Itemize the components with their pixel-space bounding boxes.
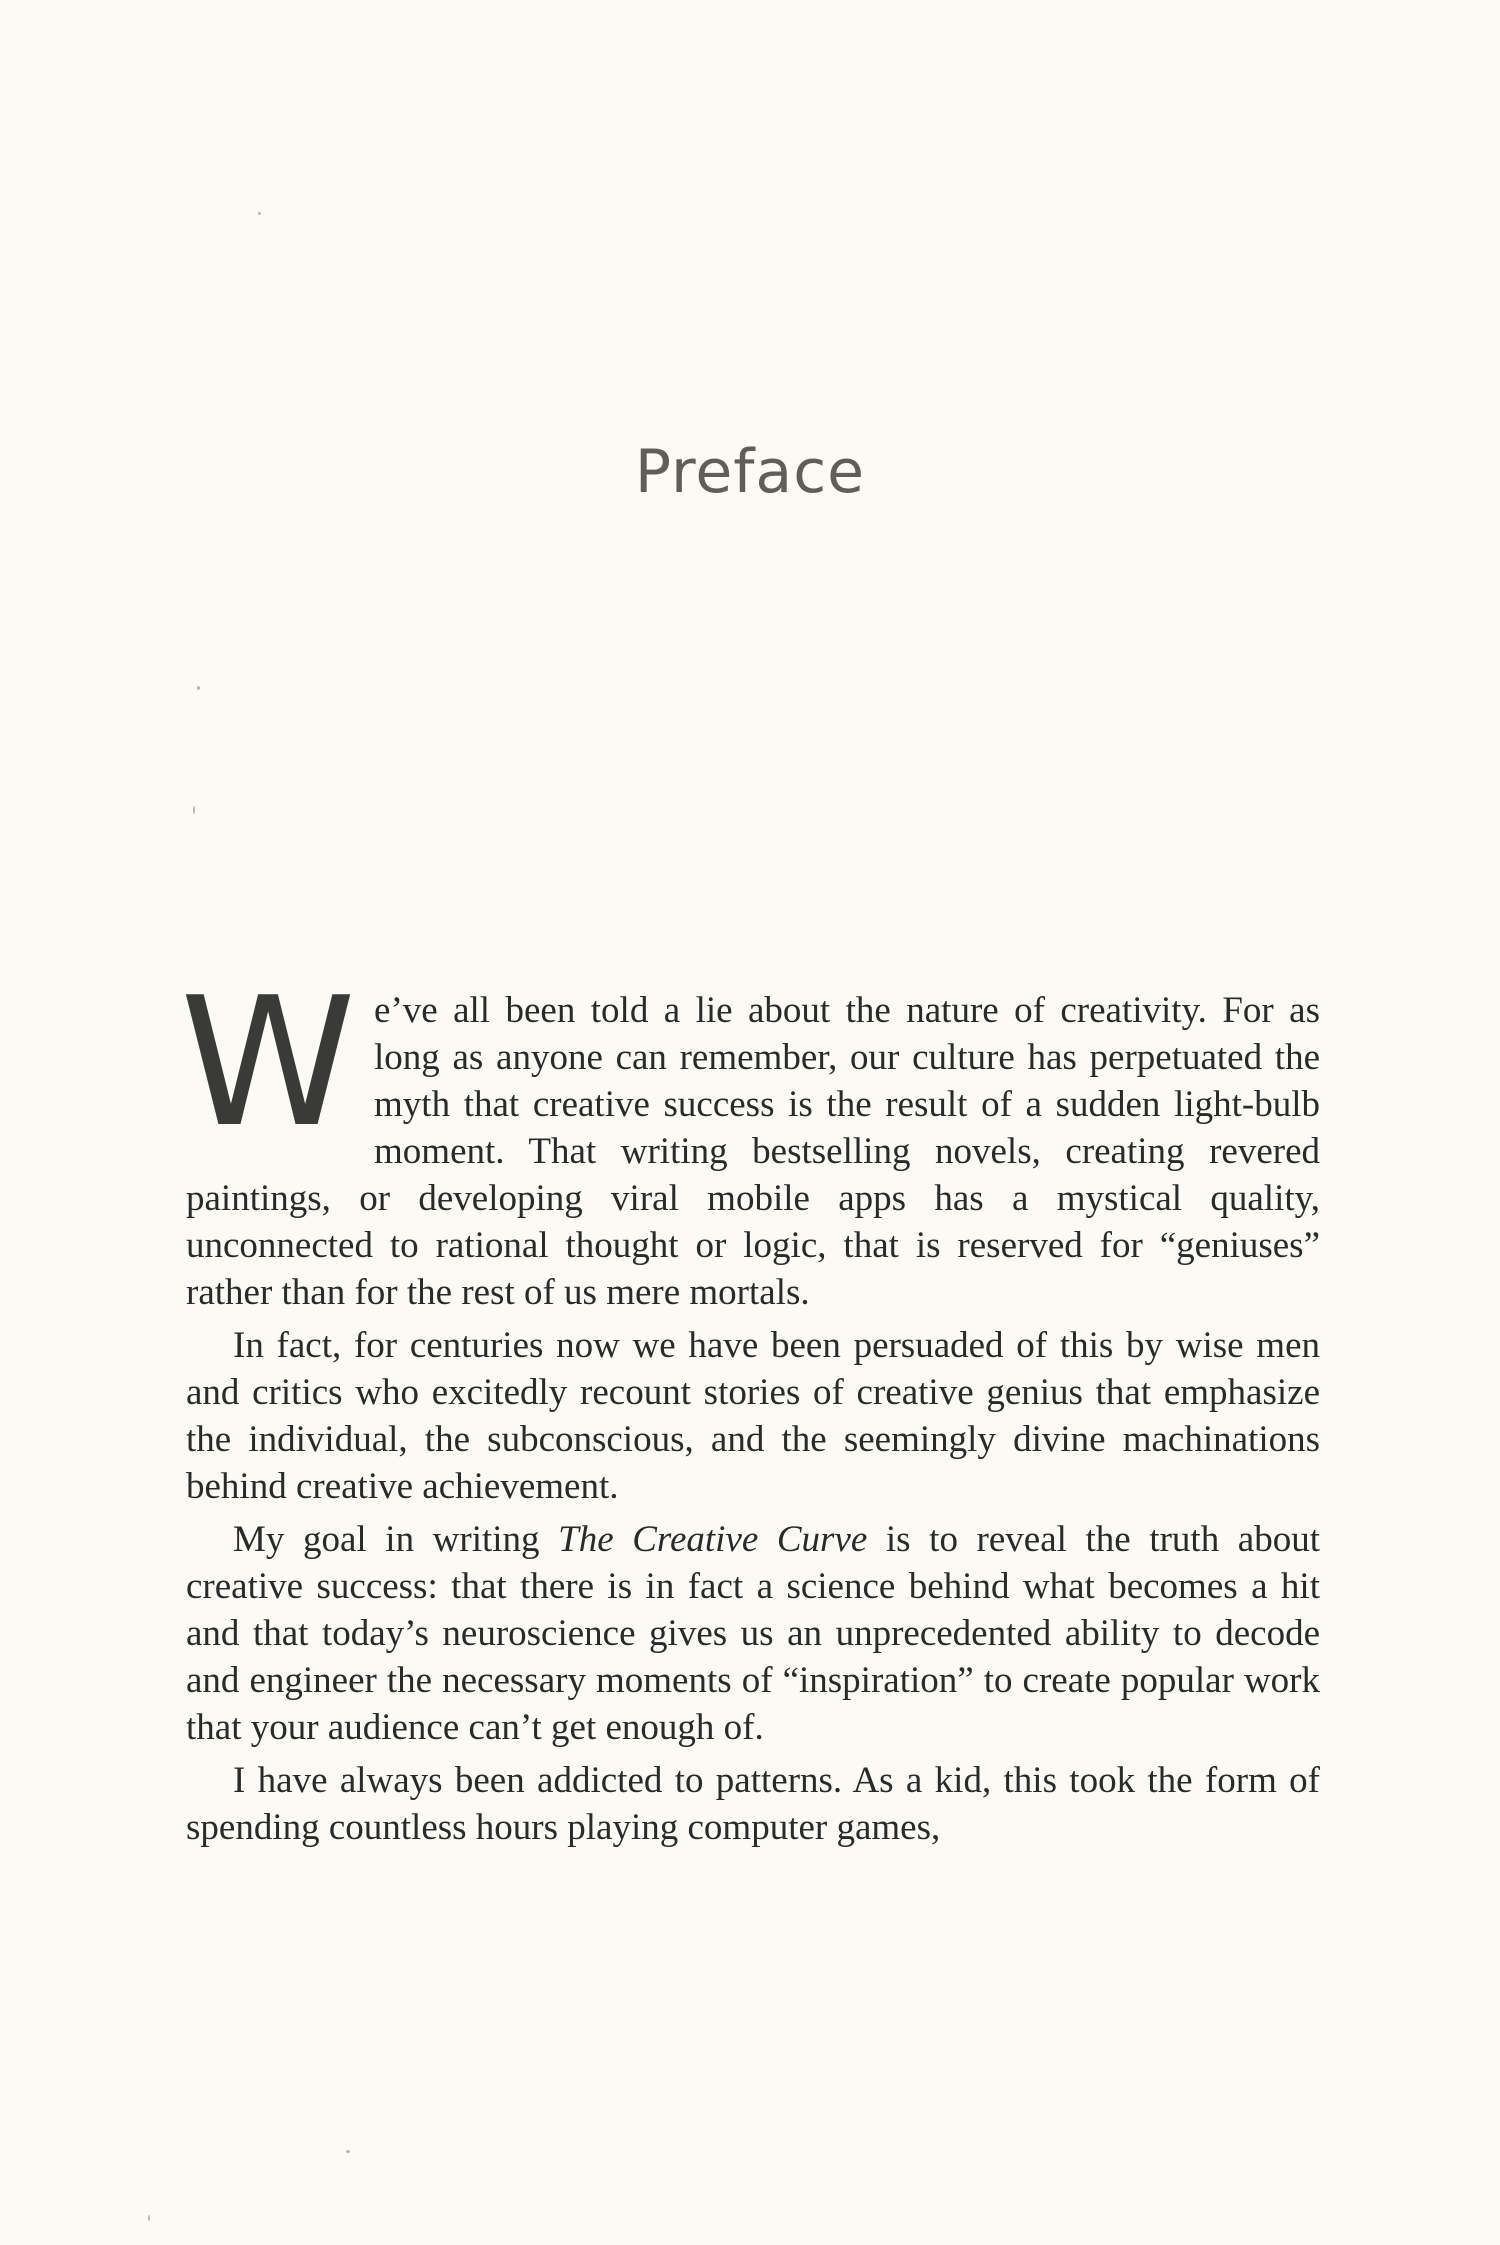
scan-speck xyxy=(148,2215,150,2221)
paragraph-2-text: In fact, for centuries now we have been persuaded of this by wise men and critics who excitedly recount stories of creative genius that emphasize the individual, the subconscious, and the seemingly divine machinations behind creative achievement. xyxy=(186,1325,1320,1507)
book-title-italic: The Creative Curve xyxy=(558,1519,868,1560)
paragraph-1-text: e’ve all been told a lie about the nature of creativity. For as long as anyone can remember, our culture has perpetuated the myth that creative success is the result of a sudden light-bulb moment. That writing bestselling novels, creating revered paintings, or developing viral mobile apps has a mystical quality, unconnected to rational thought or logic, that is reserved for “geniuses” rather than for the rest of us mere mortals. xyxy=(186,990,1320,1313)
scan-speck xyxy=(193,806,195,814)
body-text xyxy=(180,959,1320,1851)
paragraph-3 xyxy=(186,1516,1320,1751)
scan-speck xyxy=(258,212,261,215)
paragraph-4 xyxy=(186,1757,1320,1851)
paragraph-2 xyxy=(186,1322,1320,1510)
scan-speck xyxy=(346,2150,350,2153)
paragraph-1 xyxy=(180,959,1320,1316)
paragraph-4-text: I have always been addicted to patterns. As a kid, this took the form of spending countless hours playing computer games, xyxy=(186,1760,1320,1848)
paragraph-3-text-before: My goal in writing xyxy=(233,1519,559,1560)
scan-speck xyxy=(197,686,200,690)
paragraph-3-text-after: is to reveal the truth about creative success: that there is in fact a science behind what becomes a hit and that today’s neuroscience gives us an unprecedented ability to decode and engineer the necessary moments of “inspiration” to create popular work that your audience can’t get enough of. xyxy=(186,1519,1320,1748)
chapter-title: Preface xyxy=(634,437,866,507)
drop-cap: W xyxy=(180,959,357,1166)
